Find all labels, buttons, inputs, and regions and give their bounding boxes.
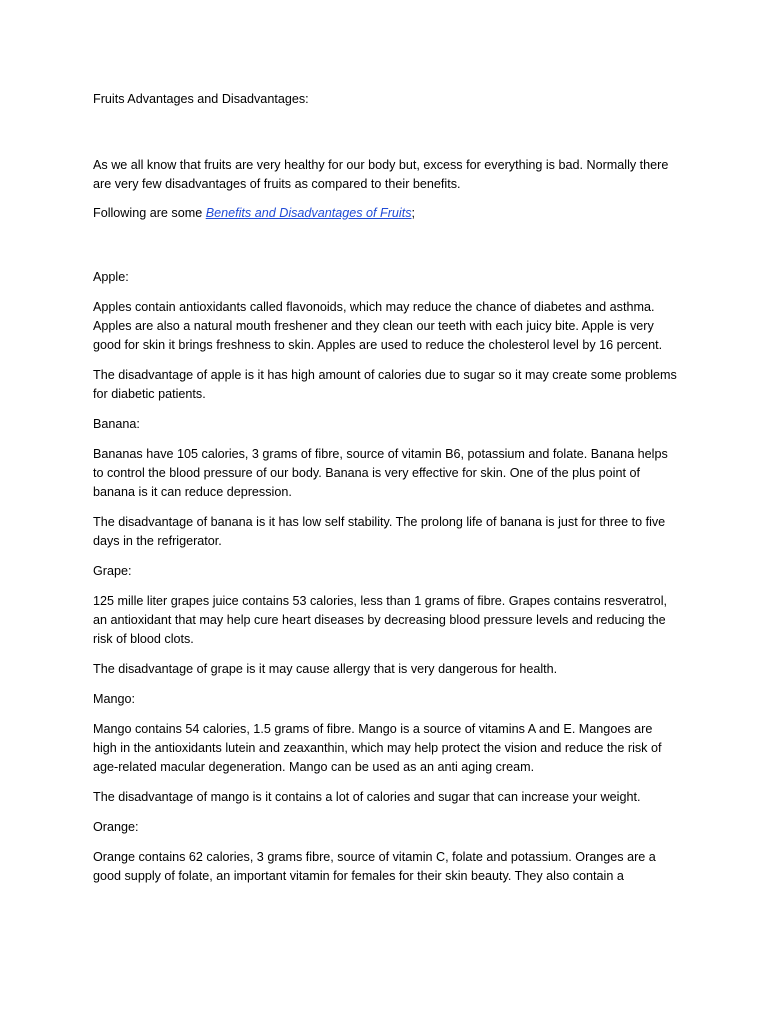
section-benefit-mango: Mango contains 54 calories, 1.5 grams of fibre. Mango is a source of vitamins A and E. Mangoes are high in the antioxidants lutein and zeaxanthin, which may help protect the vision and reduce the risk of age-related macular degeneration. Mango can be used as an anti aging cream. (93, 722, 662, 774)
benefits-link[interactable]: Benefits and Disadvantages of Fruits (205, 206, 412, 220)
section-disadvantage-banana: The disadvantage of banana is it has low self stability. The prolong life of banana is just for three to five days in the refrigerator. (93, 515, 666, 548)
section-disadvantage-apple: The disadvantage of apple is it has high amount of calories due to sugar so it may create some problems for diabetic patients. (93, 368, 677, 401)
section-heading-apple: Apple: (93, 270, 129, 284)
following-paragraph (93, 204, 677, 223)
section-benefit-banana: Bananas have 105 calories, 3 grams of fibre, source of vitamin B6, potassium and folate. Banana helps to control the blood pressure of our body. Banana is very effective for skin. One of the plus point of banana is it can reduce depression. (93, 447, 668, 499)
section-disadvantage-mango: The disadvantage of mango is it contains a lot of calories and sugar that can increase your weight. (93, 790, 641, 804)
document-title: Fruits Advantages and Disadvantages: (93, 92, 309, 106)
section-disadvantage-grape: The disadvantage of grape is it may cause allergy that is very dangerous for health. (93, 662, 558, 676)
section-benefit-orange: Orange contains 62 calories, 3 grams fibre, source of vitamin C, folate and potassium. Oranges are a good supply of folate, an important vitamin for females for their skin beauty. They also contain a (93, 850, 656, 883)
section-benefit-apple: Apples contain antioxidants called flavonoids, which may reduce the chance of diabetes and asthma. Apples are also a natural mouth freshener and they clean our teeth with each juicy bite. Apple is very good for skin it brings freshness to skin. Apples are used to reduce the cholesterol level by 16 percent. (93, 300, 663, 352)
following-prefix: Following are some (93, 206, 206, 220)
section-heading-orange: Orange: (93, 820, 139, 834)
intro-paragraph: As we all know that fruits are very healthy for our body but, excess for everything is bad. Normally there are very few disadvantages of fruits as compared to their benefits. (93, 158, 669, 191)
following-suffix: ; (411, 206, 416, 220)
section-heading-banana: Banana: (93, 417, 140, 431)
section-benefit-grape: 125 mille liter grapes juice contains 53 calories, less than 1 grams of fibre. Grapes contains resveratrol, an antioxidant that may help cure heart diseases by decreasing blood pressure levels and reducing the risk of blood clots. (93, 594, 667, 646)
section-heading-grape: Grape: (93, 564, 132, 578)
section-heading-mango: Mango: (93, 692, 136, 706)
document-body (93, 90, 677, 897)
